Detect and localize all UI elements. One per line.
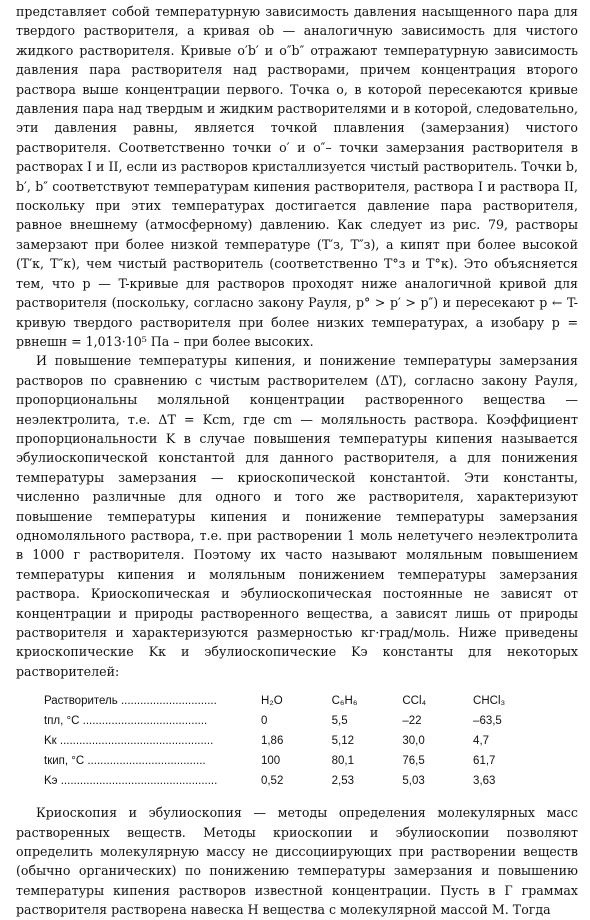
table-row	[44, 751, 544, 771]
table-cell: 4,7	[473, 735, 490, 748]
table-cell: –63,5	[473, 715, 502, 728]
table-row	[44, 731, 544, 751]
paragraph-raoult-law: И повышение температуры кипения, и понижение температуры замерзания растворов по сравнению с чистым растворителем (ΔT), согласно закону Рауля, пропорциональны моляльной концентрации растворенного вещества — неэлектролита, т.е. ΔT = Kcm, где cm — моляльность раствора. Коэффициент пропорциональности K в случае повышения температуры кипения называется эбулиоскопической константой для данного растворителя, а для понижения температуры замерзания — криоскопической константой. Эти константы, численно различные для одного и того же растворителя, характеризуют повышение температуры кипения и понижение температуры замерзания одномоляльного раствора, т.е. при растворении 1 моль нелетучего неэлектролита в 1000 г растворителя. Поэтому их часто называют моляльным повышением температуры кипения и моляльным понижением температуры замерзания раствора. Криоскопическая и эбулиоскопическая постоянные не зависят от концентрации и природы растворенного вещества, а зависят лишь от природы растворителя и характеризуются размерностью кг·град/моль. Ниже приведены криоскопические Kк и эбулиоскопические Kэ константы для некоторых растворителей:	[16, 353, 578, 679]
table-row-label: Kэ .................................................	[44, 775, 218, 788]
table-cell: 0,52	[260, 775, 284, 788]
table-cell: –22	[402, 715, 422, 728]
table-cell: 5,03	[402, 775, 425, 788]
table-row	[44, 771, 544, 791]
table-cell: 0	[260, 715, 268, 728]
table-row-label: tпл, °C .......................................	[44, 715, 208, 728]
table-cell: 5,5	[331, 715, 348, 728]
table-row-label: tкип, °C .....................................	[44, 755, 206, 768]
table-header-cell: CCl₄	[402, 695, 427, 708]
constants-table	[44, 691, 544, 791]
constants-table-wrap	[44, 691, 544, 791]
table-header-cell: C₆H₆	[331, 695, 358, 708]
table-row-label: Растворитель ..............................	[44, 695, 217, 708]
table-cell: 2,53	[331, 775, 354, 788]
table-cell: 30,0	[402, 735, 425, 748]
table-header-row	[44, 691, 544, 711]
table-cell: 80,1	[331, 755, 354, 768]
table-cell: 61,7	[473, 755, 496, 768]
table-row	[44, 711, 544, 731]
table-cell: 76,5	[402, 755, 425, 768]
table-header-cell: CHCl₃	[473, 695, 506, 708]
paragraph-cryoscopy: Криоскопия и эбулиоскопия — методы определения молекулярных масс растворенных веществ. Методы криоскопии и эбулиоскопии позволяют определить молекулярную массу не диссоциирующих при растворении веществ (обычно органических) по понижению температуры замерзания и повышению температуры кипения растворов известной концентрации. Пусть в Г граммах растворителя растворена навеска H вещества с молекулярной массой M. Тогда	[16, 805, 578, 918]
paragraph-vapor-pressure: представляет собой температурную зависимость давления насыщенного пара для твердого растворителя, а кривая ob — аналогичную зависимость для чистого жидкого растворителя. Кривые o′b′ и o″b″ отражают температурную зависимость давления пара растворителя над растворами, причем концентрация второго раствора выше концентрации первого. Точка o, в которой пересекаются кривые давления пара над твердым и жидким растворителями и в которой, следовательно, эти давления равны, является точкой плавления (замерзания) чистого растворителя. Соответственно точки o′ и o″– точки замерзания растворителя в растворах I и II, если из растворов кристаллизуется чистый растворитель. Точки b, b′, b″ соответствуют температурам кипения растворителя, раствора I и раствора II, поскольку при этих температурах достигается давление пара растворителя, равное внешнему (атмосферному) давлению. Как следует из рис. 79, растворы замерзают при более низкой температуре (T′з, T″з), а кипят при более высокой (T′к, T″к), чем чистый растворитель (соответственно T°з и T°к). Это объясняется тем, что p — T-кривые для растворов проходят ниже аналогичной кривой для растворителя (поскольку, согласно закону Рауля, p° > p′ > p″) и пересекают p ← T-кривую твердого растворителя при более низких температурах, а изобару p = pвнешн = 1,013·10⁵ Па – при более высоких.	[16, 4, 578, 349]
table-cell: 3,63	[473, 775, 496, 788]
table-cell: 5,12	[331, 735, 354, 748]
table-header-cell: H₂O	[260, 695, 283, 708]
table-cell: 100	[260, 755, 281, 768]
table-row-label: Kк ................................................	[44, 735, 214, 748]
table-cell: 1,86	[260, 735, 284, 748]
